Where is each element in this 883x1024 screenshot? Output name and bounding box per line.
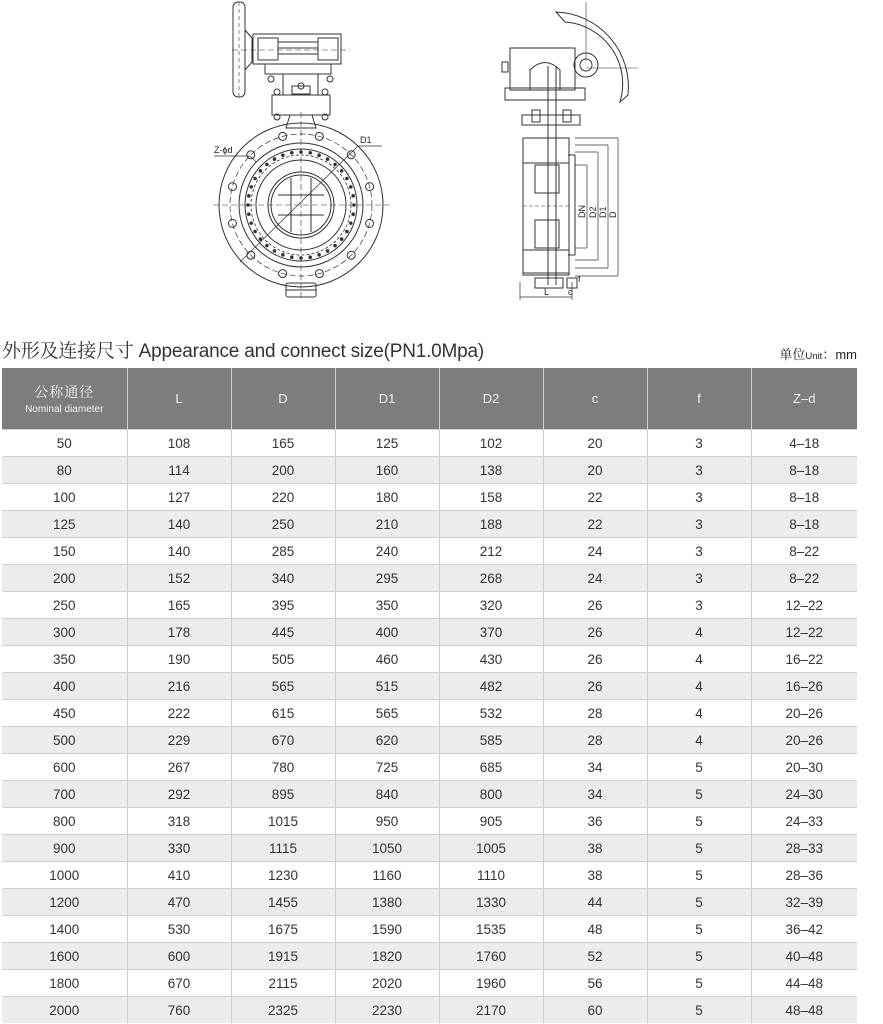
table-cell: 60 (543, 997, 647, 1024)
table-row (2, 835, 857, 862)
table-cell: 565 (335, 700, 439, 727)
seal-bolt (282, 254, 285, 257)
dim-dn-label: DN (577, 205, 587, 218)
table-cell: 500 (2, 727, 127, 754)
table-cell: 3 (647, 430, 751, 457)
table-cell: 460 (335, 646, 439, 673)
col-header-d2: D2 (439, 368, 543, 430)
table-cell: 4 (647, 727, 751, 754)
table-cell: 2020 (335, 970, 439, 997)
table-row (2, 538, 857, 565)
table-cell: 32–39 (751, 889, 857, 916)
table-cell: 1915 (231, 943, 335, 970)
table-cell: 20–26 (751, 727, 857, 754)
table-cell: 482 (439, 673, 543, 700)
seal-bolt (334, 244, 337, 247)
table-cell: 800 (439, 781, 543, 808)
table-row (2, 997, 857, 1024)
table-row (2, 943, 857, 970)
seal-bolt (346, 177, 349, 180)
table-cell: 470 (127, 889, 231, 916)
table-row (2, 484, 857, 511)
bolt-hole (247, 151, 255, 159)
table-row (2, 430, 857, 457)
table-cell: 4 (647, 619, 751, 646)
col-header-z-d: Z–d (751, 368, 857, 430)
table-cell: 895 (231, 781, 335, 808)
table-row (2, 565, 857, 592)
table-cell: 905 (439, 808, 543, 835)
table-cell: 125 (2, 511, 127, 538)
seal-bolt (266, 244, 269, 247)
table-cell: 56 (543, 970, 647, 997)
table-cell: 400 (2, 673, 127, 700)
col-header-d: D (231, 368, 335, 430)
holes-label: Z-ϕd (214, 145, 233, 155)
table-cell: 28 (543, 727, 647, 754)
table-row (2, 511, 857, 538)
table-cell: 50 (2, 430, 127, 457)
table-row (2, 700, 857, 727)
seal-bolt (259, 238, 262, 241)
table-cell: 8–22 (751, 565, 857, 592)
table-cell: 222 (127, 700, 231, 727)
table-cell: 8–22 (751, 538, 857, 565)
seal-bolt (273, 250, 276, 253)
table-cell: 12–22 (751, 619, 857, 646)
table-cell: 1380 (335, 889, 439, 916)
table-cell: 44–48 (751, 970, 857, 997)
table-row (2, 916, 857, 943)
table-cell: 840 (335, 781, 439, 808)
table-cell: 5 (647, 943, 751, 970)
table-row (2, 646, 857, 673)
seal-bolt (273, 158, 276, 161)
seal-bolt (352, 213, 355, 216)
table-cell: 8–18 (751, 484, 857, 511)
table-cell: 1000 (2, 862, 127, 889)
table-row (2, 754, 857, 781)
valve-side-view-drawing (490, 0, 650, 305)
table-cell: 1005 (439, 835, 543, 862)
table-cell: 505 (231, 646, 335, 673)
table-header-row (2, 368, 857, 430)
table-cell: 5 (647, 808, 751, 835)
table-cell: 1330 (439, 889, 543, 916)
table-cell: 5 (647, 889, 751, 916)
table-cell: 350 (335, 592, 439, 619)
table-cell: 1015 (231, 808, 335, 835)
table-cell: 670 (127, 970, 231, 997)
table-cell: 395 (231, 592, 335, 619)
table-cell: 4 (647, 700, 751, 727)
table-cell: 36–42 (751, 916, 857, 943)
col-header-d1: D1 (335, 368, 439, 430)
table-cell: 1600 (2, 943, 127, 970)
col-header-c: c (543, 368, 647, 430)
table-cell: 34 (543, 754, 647, 781)
table-cell: 615 (231, 700, 335, 727)
table-cell: 28–33 (751, 835, 857, 862)
seal-bolt (254, 230, 257, 233)
table-cell: 4 (647, 646, 751, 673)
table-cell: 1760 (439, 943, 543, 970)
table-cell: 900 (2, 835, 127, 862)
table-cell: 28 (543, 700, 647, 727)
seal-bolt (340, 238, 343, 241)
table-cell: 150 (2, 538, 127, 565)
table-cell: 1960 (439, 970, 543, 997)
table-cell: 370 (439, 619, 543, 646)
valve-front-view-drawing (205, 0, 405, 305)
seal-bolt (326, 250, 329, 253)
table-cell: 20 (543, 430, 647, 457)
table-cell: 210 (335, 511, 439, 538)
seal-bolt (254, 177, 257, 180)
table-cell: 532 (439, 700, 543, 727)
table-cell: 1400 (2, 916, 127, 943)
seal-bolt (346, 230, 349, 233)
table-cell: 565 (231, 673, 335, 700)
table-row (2, 889, 857, 916)
table-cell: 268 (439, 565, 543, 592)
seal-bolt (340, 170, 343, 173)
table-cell: 16–22 (751, 646, 857, 673)
seal-bolt (248, 213, 251, 216)
dim-d2-label: D2 (588, 206, 598, 218)
table-cell: 188 (439, 511, 543, 538)
table-cell: 200 (231, 457, 335, 484)
table-cell: 600 (127, 943, 231, 970)
bolt-hole (228, 219, 236, 227)
table-cell: 24–30 (751, 781, 857, 808)
table-row (2, 970, 857, 997)
table-cell: 127 (127, 484, 231, 511)
table-cell: 165 (231, 430, 335, 457)
table-cell: 52 (543, 943, 647, 970)
table-cell: 3 (647, 457, 751, 484)
table-cell: 20–26 (751, 700, 857, 727)
seal-bolt (318, 254, 321, 257)
table-cell: 330 (127, 835, 231, 862)
table-cell: 125 (335, 430, 439, 457)
table-cell: 1535 (439, 916, 543, 943)
table-cell: 600 (2, 754, 127, 781)
table-cell: 5 (647, 862, 751, 889)
table-cell: 152 (127, 565, 231, 592)
table-cell: 1230 (231, 862, 335, 889)
table-cell: 530 (127, 916, 231, 943)
dimension-table (2, 368, 857, 1023)
seal-bolt (350, 222, 353, 225)
table-cell: 28–36 (751, 862, 857, 889)
table-cell: 5 (647, 754, 751, 781)
table-cell: 5 (647, 997, 751, 1024)
col-header-en: Nominal diameter (25, 404, 104, 415)
table-cell: 1675 (231, 916, 335, 943)
table-cell: 2000 (2, 997, 127, 1024)
table-cell: 2325 (231, 997, 335, 1024)
table-cell: 1590 (335, 916, 439, 943)
table-cell: 140 (127, 511, 231, 538)
seal-bolt (259, 170, 262, 173)
seal-bolt (300, 151, 303, 154)
seal-bolt (309, 256, 312, 259)
table-cell: 26 (543, 646, 647, 673)
table-cell: 3 (647, 511, 751, 538)
table-cell: 212 (439, 538, 543, 565)
table-cell: 16–26 (751, 673, 857, 700)
table-cell: 40–48 (751, 943, 857, 970)
table-cell: 780 (231, 754, 335, 781)
table-cell: 760 (127, 997, 231, 1024)
table-cell: 8–18 (751, 511, 857, 538)
seal-bolt (353, 204, 356, 207)
table-cell: 1455 (231, 889, 335, 916)
valve-body-upper (523, 138, 569, 163)
seal-bolt (250, 186, 253, 189)
seal-bolt (290, 152, 293, 155)
table-cell: 725 (335, 754, 439, 781)
table-cell: 585 (439, 727, 543, 754)
table-cell: 114 (127, 457, 231, 484)
table-cell: 267 (127, 754, 231, 781)
table-cell: 44 (543, 889, 647, 916)
table-cell: 400 (335, 619, 439, 646)
table-cell: 2170 (439, 997, 543, 1024)
table-cell: 24–33 (751, 808, 857, 835)
seal-bolt (250, 222, 253, 225)
table-cell: 24 (543, 565, 647, 592)
table-cell: 950 (335, 808, 439, 835)
table-cell: 320 (439, 592, 543, 619)
table-cell: 3 (647, 538, 751, 565)
table-cell: 5 (647, 835, 751, 862)
section-title: 外形及连接尺寸 Appearance and connect size(PN1.0Mpa) (2, 341, 485, 362)
dim-d-label: D (608, 211, 618, 218)
table-cell: 138 (439, 457, 543, 484)
table-cell: 8–18 (751, 457, 857, 484)
pcd-label: D1 (360, 135, 372, 145)
seal-bolt (300, 257, 303, 260)
seal-bolt (318, 154, 321, 157)
table-cell: 2115 (231, 970, 335, 997)
table-cell: 102 (439, 430, 543, 457)
table-cell: 620 (335, 727, 439, 754)
table-cell: 140 (127, 538, 231, 565)
table-cell: 450 (2, 700, 127, 727)
table-row (2, 781, 857, 808)
dim-f-label: f (578, 274, 581, 284)
table-row (2, 808, 857, 835)
table-cell: 158 (439, 484, 543, 511)
table-cell: 48–48 (751, 997, 857, 1024)
table-cell: 800 (2, 808, 127, 835)
table-row (2, 592, 857, 619)
seal-bolt (309, 152, 312, 155)
table-cell: 229 (127, 727, 231, 754)
table-cell: 36 (543, 808, 647, 835)
table-cell: 3 (647, 565, 751, 592)
table-row (2, 862, 857, 889)
table-cell: 48 (543, 916, 647, 943)
table-cell: 1160 (335, 862, 439, 889)
table-cell: 1800 (2, 970, 127, 997)
table-cell: 20 (543, 457, 647, 484)
table-cell: 350 (2, 646, 127, 673)
table-cell: 24 (543, 538, 647, 565)
table-cell: 410 (127, 862, 231, 889)
table-cell: 2230 (335, 997, 439, 1024)
table-cell: 685 (439, 754, 543, 781)
unit-suffix: ：mm (822, 347, 857, 362)
dim-l-label: L (544, 287, 550, 297)
unit-label (779, 344, 857, 363)
table-cell: 4 (647, 673, 751, 700)
table-cell: 160 (335, 457, 439, 484)
table-cell: 22 (543, 511, 647, 538)
table-cell: 4–18 (751, 430, 857, 457)
col-header-cn: 公称通径 (34, 384, 95, 400)
table-cell: 180 (335, 484, 439, 511)
table-row (2, 727, 857, 754)
table-cell: 700 (2, 781, 127, 808)
table-cell: 3 (647, 592, 751, 619)
col-header-l: L (127, 368, 231, 430)
table-cell: 250 (231, 511, 335, 538)
table-cell: 20–30 (751, 754, 857, 781)
seal-bolt (248, 194, 251, 197)
table-cell: 445 (231, 619, 335, 646)
unit-small: Unit (805, 351, 823, 362)
table-cell: 430 (439, 646, 543, 673)
table-cell: 26 (543, 619, 647, 646)
table-cell: 318 (127, 808, 231, 835)
seal-bolt (326, 158, 329, 161)
table-cell: 515 (335, 673, 439, 700)
table-cell: 165 (127, 592, 231, 619)
seal-bolt (334, 163, 337, 166)
table-cell: 285 (231, 538, 335, 565)
seal-bolt (290, 256, 293, 259)
table-cell: 3 (647, 484, 751, 511)
seal-bolt (352, 194, 355, 197)
table-cell: 5 (647, 970, 751, 997)
table-cell: 38 (543, 835, 647, 862)
unit-prefix: 单位 (779, 347, 806, 362)
table-cell: 100 (2, 484, 127, 511)
table-cell: 300 (2, 619, 127, 646)
table-cell: 295 (335, 565, 439, 592)
table-cell: 178 (127, 619, 231, 646)
table-cell: 292 (127, 781, 231, 808)
table-cell: 340 (231, 565, 335, 592)
table-row (2, 619, 857, 646)
table-cell: 12–22 (751, 592, 857, 619)
col-header-nominal-diameter (2, 368, 127, 430)
dim-d1-label: D1 (598, 206, 608, 218)
table-cell: 108 (127, 430, 231, 457)
table-cell: 216 (127, 673, 231, 700)
table-cell: 34 (543, 781, 647, 808)
seal-bolt (282, 154, 285, 157)
table-cell: 26 (543, 592, 647, 619)
table-cell: 38 (543, 862, 647, 889)
table-cell: 250 (2, 592, 127, 619)
table-cell: 22 (543, 484, 647, 511)
table-cell: 670 (231, 727, 335, 754)
table-cell: 190 (127, 646, 231, 673)
table-cell: 26 (543, 673, 647, 700)
table-cell: 1115 (231, 835, 335, 862)
seal-bolt (350, 186, 353, 189)
table-cell: 80 (2, 457, 127, 484)
table-cell: 1200 (2, 889, 127, 916)
table-cell: 5 (647, 781, 751, 808)
table-cell: 1110 (439, 862, 543, 889)
table-cell: 200 (2, 565, 127, 592)
table-cell: 240 (335, 538, 439, 565)
seal-bolt (266, 163, 269, 166)
table-cell: 1820 (335, 943, 439, 970)
bolt-hole (228, 183, 236, 191)
table-cell: 220 (231, 484, 335, 511)
table-row (2, 457, 857, 484)
seal-bolt (247, 204, 250, 207)
table-cell: 5 (647, 916, 751, 943)
dim-c-label: c (568, 287, 573, 297)
table-row (2, 673, 857, 700)
table-cell: 1050 (335, 835, 439, 862)
col-header-f: f (647, 368, 751, 430)
